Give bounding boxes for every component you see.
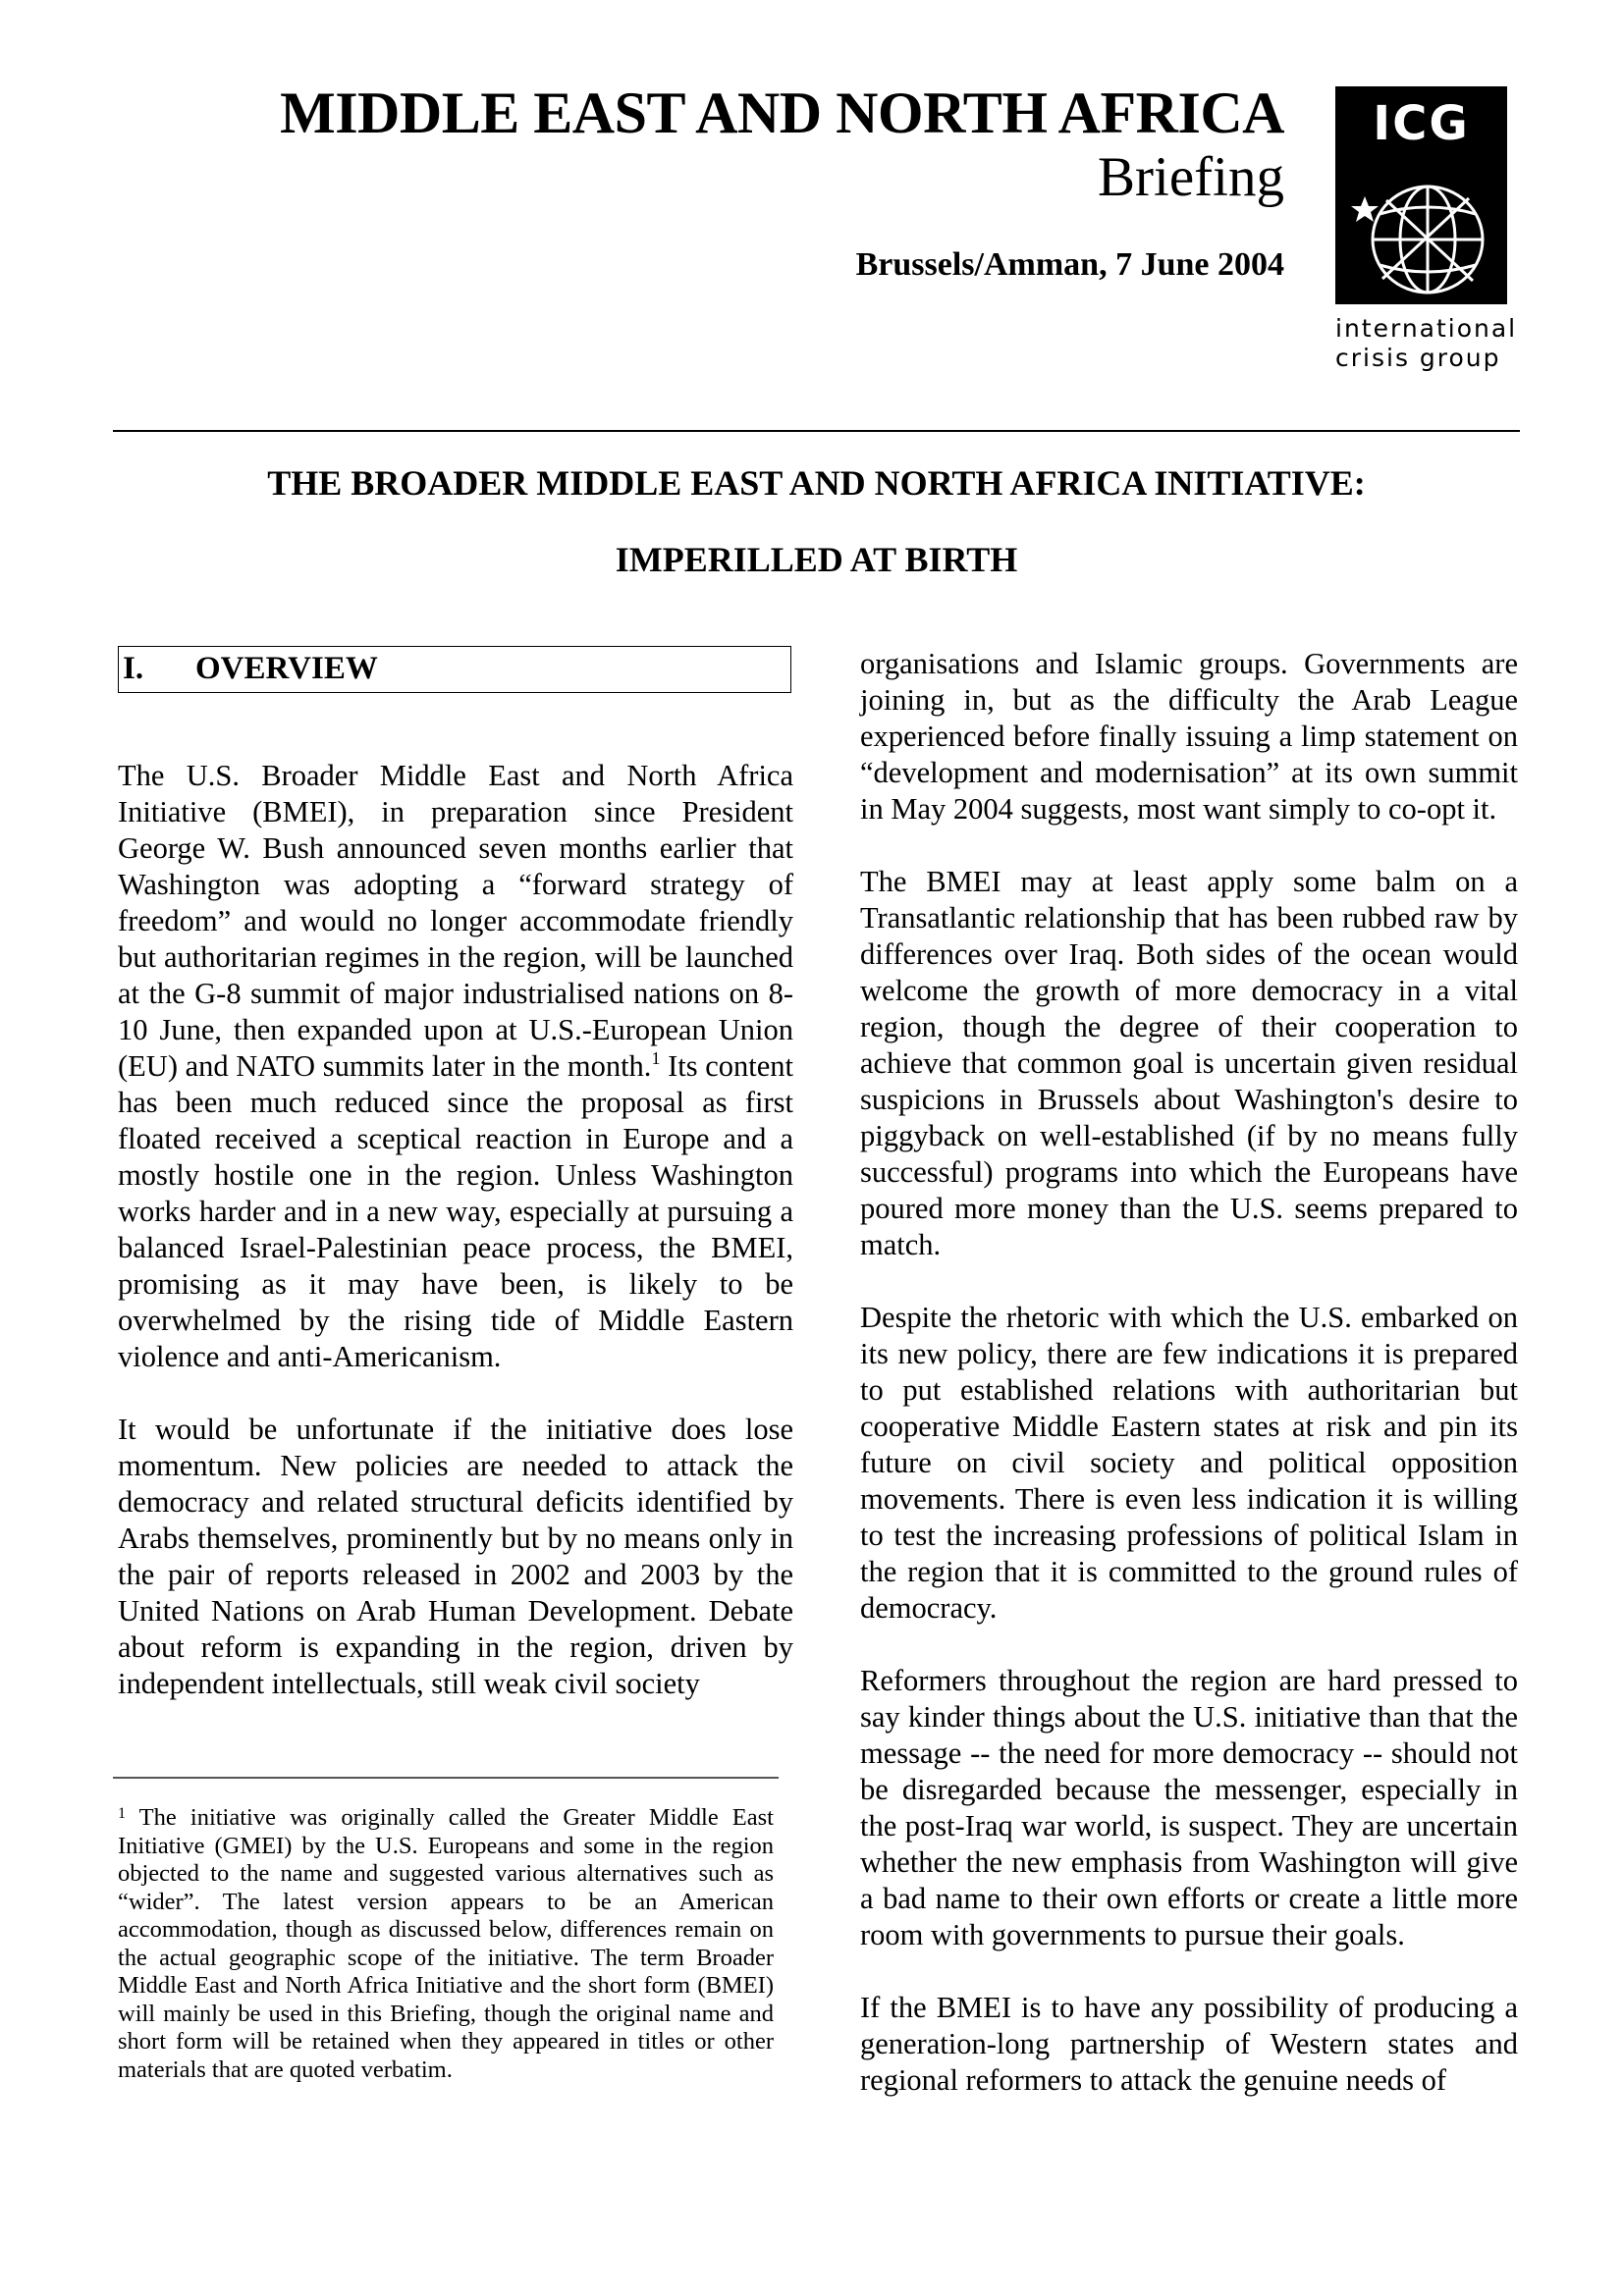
section-number: I.: [123, 651, 144, 686]
header-divider: [113, 430, 1520, 432]
footnote: [118, 1804, 774, 2084]
logo-box: [1335, 86, 1507, 304]
section-title: OVERVIEW: [195, 651, 378, 686]
document-title-line1: THE BROADER MIDDLE EAST AND NORTH AFRICA INITIATIVE:: [267, 463, 1366, 503]
footnote-text: The initiative was originally called the Greater Middle East Initiative (GMEI) by the U.S. Europeans and some in the region objected to the name and suggested various alternatives such as “wider”. The latest version appears to be an American accommodation, though as discussed below, differences remain on the actual geographic scope of the initiative. The term Broader Middle East and North Africa Initiative and the short form (BMEI) will mainly be used in this Briefing, though the original name and short form will be retained when they appeared in titles or other materials that are quoted verbatim.: [118, 1804, 774, 2083]
masthead-title: MIDDLE EAST AND NORTH AFRICA: [280, 80, 1284, 145]
paragraph: Despite the rhetoric with which the U.S. embarked on its new policy, there are few indications it is prepared to put established relations with authoritarian but cooperative Middle Eastern states at risk and pin its future on civil society and political opposition movements. There is even less indication it is willing to test the increasing professions of political Islam in the region that it is committed to the ground rules of democracy.: [860, 1301, 1518, 1625]
logo-caption-line1: international: [1335, 314, 1518, 343]
footnote-divider: [113, 1777, 779, 1779]
document-title: [113, 461, 1520, 581]
paragraph: It would be unfortunate if the initiative does lose momentum. New policies are needed to attack the democracy and related structural deficits identified by Arabs themselves, prominently but by no means only in the pair of reports released in 2002 and 2003 by the United Nations on Arab Human Development. Debate about reform is expanding in the region, driven by independent intellectuals, still weak civil society: [118, 1413, 793, 1700]
paragraph: [118, 758, 793, 1375]
dateline: Brussels/Amman, 7 June 2004: [855, 246, 1284, 283]
logo-caption-line2: crisis group: [1335, 344, 1501, 372]
left-column: [118, 646, 793, 1738]
logo-acronym: ICG: [1373, 96, 1470, 151]
paragraph: If the BMEI is to have any possibility of producing a generation-long partnership of Western states and regional reformers to attack the genuine needs of: [860, 1991, 1518, 2097]
masthead: [147, 79, 1284, 285]
masthead-subtitle: Briefing: [1098, 146, 1284, 208]
paragraph: The BMEI may at least apply some balm on a Transatlantic relationship that has been rubbed raw by differences over Iraq. Both sides of the ocean would welcome the growth of more democracy in a vital region, though the degree of their cooperation to achieve that common goal is uncertain given residual suspicions in Brussels about Washington's desire to piggyback on well-established (if by no means fully successful) programs into which the Europeans have poured more money than the U.S. seems prepared to match.: [860, 865, 1518, 1261]
section-heading: [118, 646, 791, 693]
icg-logo: [1335, 86, 1518, 373]
globe-icon: [1347, 177, 1494, 298]
footnote-number: 1: [118, 1805, 126, 1822]
paragraph-text: The U.S. Broader Middle East and North Africa Initiative (BMEI), in preparation since President George W. Bush announced seven months earlier that Washington was adopting a “forward strategy of freedom” and would no longer accommodate friendly but authoritarian regimes in the region, will be launched at the G-8 summit of major industrialised nations on 8-10 June, then expanded upon at U.S.-European Union (EU) and NATO summits later in the month.: [118, 759, 793, 1083]
logo-caption: [1335, 314, 1518, 373]
document-title-line2: IMPERILLED AT BIRTH: [615, 540, 1018, 579]
paragraph-text: Its content has been much reduced since the proposal as first floated received a sceptical reaction in Europe and a mostly hostile one in the region. Unless Washington works harder and in a new way, especially at pursuing a balanced Israel-Palestinian peace process, the BMEI, promising as it may have been, is likely to be overwhelmed by the rising tide of Middle Eastern violence and anti-Americanism.: [118, 1049, 794, 1373]
footnote-ref[interactable]: 1: [651, 1048, 661, 1068]
paragraph: Reformers throughout the region are hard pressed to say kinder things about the U.S. initiative than that the message -- the need for more democracy -- should not be disregarded because the messenger, especially in the post-Iraq war world, is suspect. They are uncertain whether the new emphasis from Washington will give a bad name to their own efforts or create a little more room with governments to pursue their goals.: [860, 1664, 1518, 1951]
paragraph: organisations and Islamic groups. Governments are joining in, but as the difficulty the Arab League experienced before finally issuing a limp statement on “development and modernisation” at its own summit in May 2004 suggests, most want simply to co-opt it.: [860, 647, 1518, 826]
right-column: [860, 646, 1518, 2135]
